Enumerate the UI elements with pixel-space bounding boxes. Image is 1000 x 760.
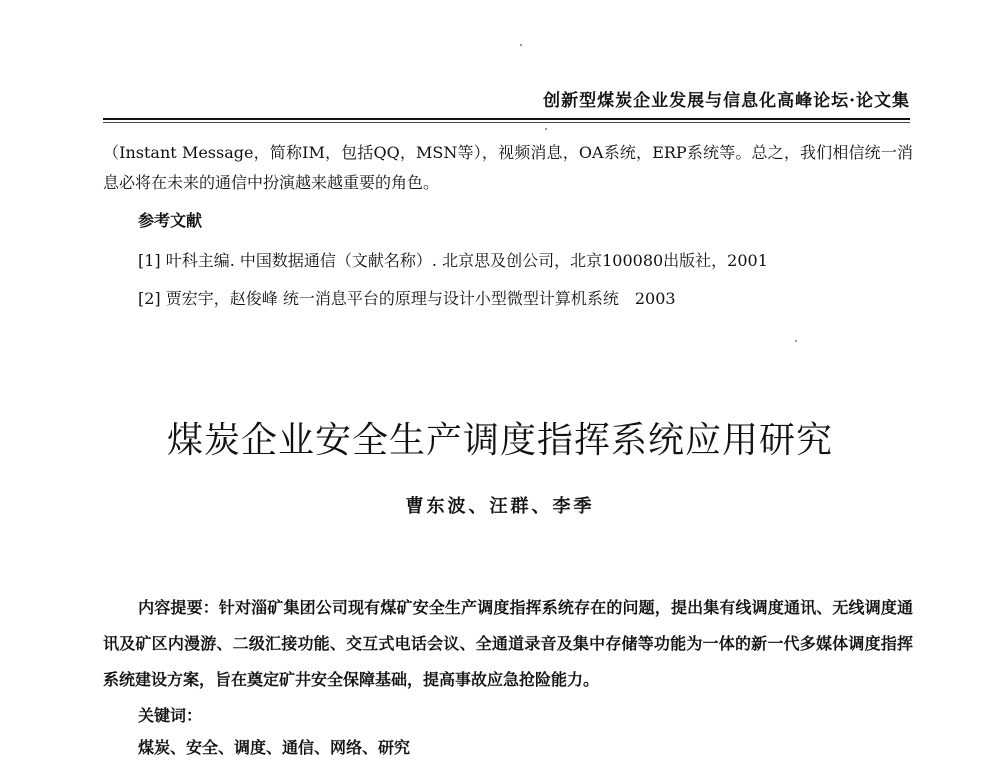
keywords-label: 关键词：	[138, 706, 203, 725]
article-authors: 曹东波、汪群、李季	[405, 496, 595, 517]
running-header: 创新型煤炭企业发展与信息化高峰论坛·论文集	[543, 91, 910, 111]
continued-paragraph: （Instant Message，简称IM，包括QQ，MSN等），视频消息，OA系统，ERP系统等。总之，我们相信统一消息必将在未来的通信中扮演越来越重要的角色。	[103, 143, 913, 192]
scan-speck	[795, 340, 797, 342]
reference-item: [1] 叶科主编. 中国数据通信（文献名称）. 北京思及创公司，北京100080出版社，2001	[138, 251, 768, 270]
header-rule-thin	[103, 122, 910, 123]
article-title: 煤炭企业安全生产调度指挥系统应用研究	[166, 420, 833, 461]
references-heading: 参考文献	[138, 211, 203, 230]
header-rule	[103, 118, 910, 120]
keywords-values: 煤炭、安全、调度、通信、网络、研究	[138, 738, 411, 757]
reference-item: [2] 贾宏宇，赵俊峰 统一消息平台的原理与设计小型微型计算机系统 2003	[138, 289, 676, 308]
abstract-paragraph	[103, 590, 913, 698]
abstract-text: 内容提要：针对淄矿集团公司现有煤矿安全生产调度指挥系统存在的问题，提出集有线调度通讯、无线调度通讯及矿区内漫游、二级汇接功能、交互式电话会议、全通道录音及集中存储等功能为一体的新一代多媒体调度指挥系统建设方案，旨在奠定矿井安全保障基础，提高事故应急抢险能力。	[103, 598, 913, 689]
scan-speck	[520, 44, 522, 46]
scan-speck	[545, 128, 547, 130]
